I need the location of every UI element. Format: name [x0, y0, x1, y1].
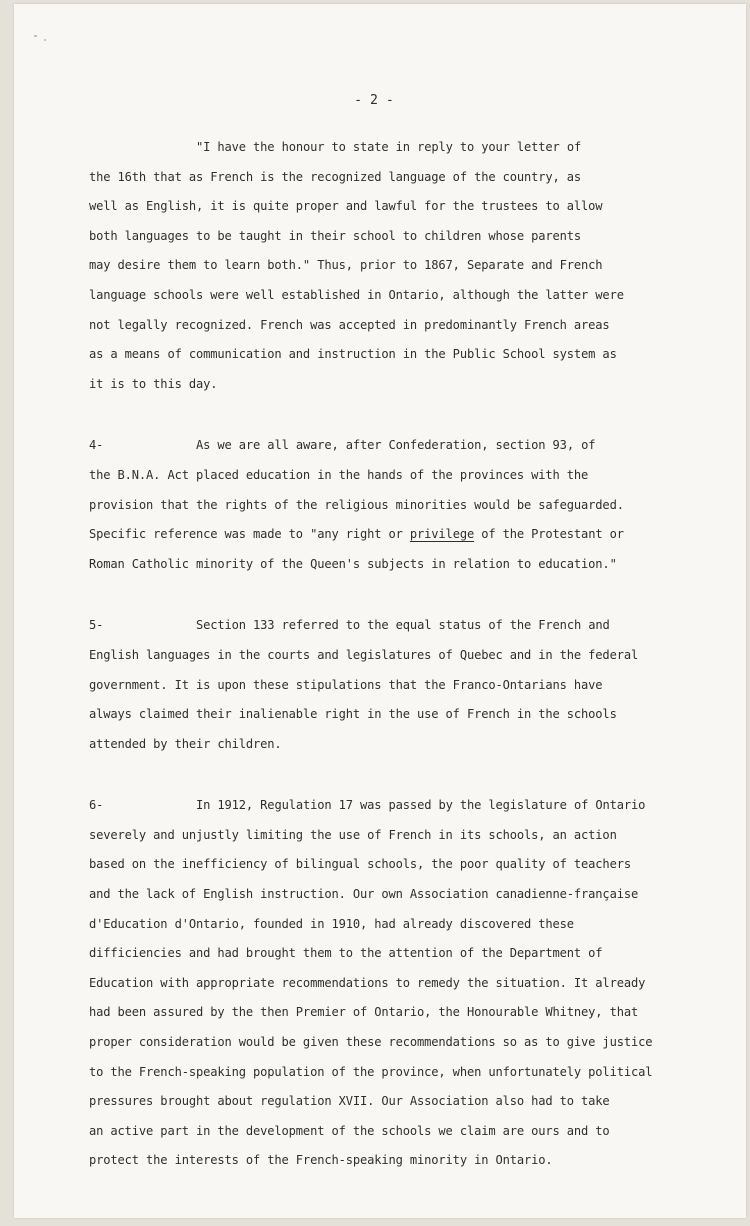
page-number: - 2 -	[354, 93, 394, 108]
text-line: difficiencies and had brought them to the attention of the Department of	[89, 946, 603, 961]
text-line: the B.N.A. Act placed education in the hands of the provinces with the	[89, 467, 589, 482]
paper-speck	[44, 39, 46, 41]
text-segment: In 1912, Regulation 17 was passed by the legislature of Ontario	[196, 798, 646, 813]
paragraph-6	[89, 791, 749, 1176]
text-line: to the French-speaking population of the province, when unfortunately political	[89, 1064, 653, 1079]
text-line	[89, 791, 749, 821]
text-line: always claimed their inalienable right in the use of French in the schools	[89, 707, 617, 722]
text-segment: Section 133 referred to the equal status of the French and	[196, 618, 610, 633]
text-line: d'Education d'Ontario, founded in 1910, had already discovered these	[89, 916, 574, 931]
text-line: an active part in the development of the schools we claim are ours and to	[89, 1123, 610, 1138]
text-line: government. It is upon these stipulations that the Franco-Ontarians have	[89, 677, 603, 692]
paragraph-quote	[89, 133, 749, 399]
text-line: severely and unjustly limiting the use of French in its schools, an action	[89, 827, 617, 842]
text-line: based on the inefficiency of bilingual schools, the poor quality of teachers	[89, 857, 631, 872]
text-line: had been assured by the then Premier of Ontario, the Honourable Whitney, that	[89, 1005, 639, 1020]
document-page	[14, 4, 746, 1218]
text-line: not legally recognized. French was accepted in predominantly French areas	[89, 317, 610, 332]
text-line: may desire them to learn both." Thus, prior to 1867, Separate and French	[89, 258, 603, 273]
text-segment: As we are all aware, after Confederation, section 93, of	[196, 438, 596, 453]
text-line: Roman Catholic minority of the Queen's subjects in relation to education."	[89, 556, 617, 571]
text-segment: of the Protestant or	[474, 527, 624, 542]
text-line: attended by their children.	[89, 736, 282, 751]
text-line: it is to this day.	[89, 376, 218, 391]
paper-speck	[34, 35, 37, 37]
paragraph-number: 6-	[89, 798, 104, 813]
paragraph-4	[89, 431, 749, 579]
text-line: proper consideration would be given these recommendations so as to give justice	[89, 1035, 653, 1050]
text-line	[89, 431, 749, 461]
text-line: language schools were well established in Ontario, although the latter were	[89, 287, 624, 302]
text-line: protect the interests of the French-speaking minority in Ontario.	[89, 1153, 553, 1168]
text-line: English languages in the courts and legislatures of Quebec and in the federal	[89, 647, 639, 662]
text-line: as a means of communication and instruction in the Public School system as	[89, 347, 617, 362]
text-line: pressures brought about regulation XVII. Our Association also had to take	[89, 1094, 610, 1109]
text-line: and the lack of English instruction. Our own Association canadienne-française	[89, 887, 639, 902]
text-line: well as English, it is quite proper and lawful for the trustees to allow	[89, 199, 603, 214]
paragraph-5	[89, 611, 749, 759]
document-body	[89, 133, 749, 1208]
underlined-word: privilege	[409, 527, 475, 542]
paragraph-number: 5-	[89, 618, 104, 633]
text-line: Education with appropriate recommendations to remedy the situation. It already	[89, 975, 646, 990]
text-line: both languages to be taught in their school to children whose parents	[89, 228, 582, 243]
text-segment: Specific reference was made to "any right or	[89, 527, 410, 542]
text-line	[89, 520, 749, 550]
text-line: the 16th that as French is the recognized language of the country, as	[89, 169, 582, 184]
paragraph-number: 4-	[89, 438, 104, 453]
text-line: provision that the rights of the religious minorities would be safeguarded.	[89, 497, 624, 512]
text-line	[89, 611, 749, 641]
text-line: "I have the honour to state in reply to your letter of	[196, 140, 582, 154]
